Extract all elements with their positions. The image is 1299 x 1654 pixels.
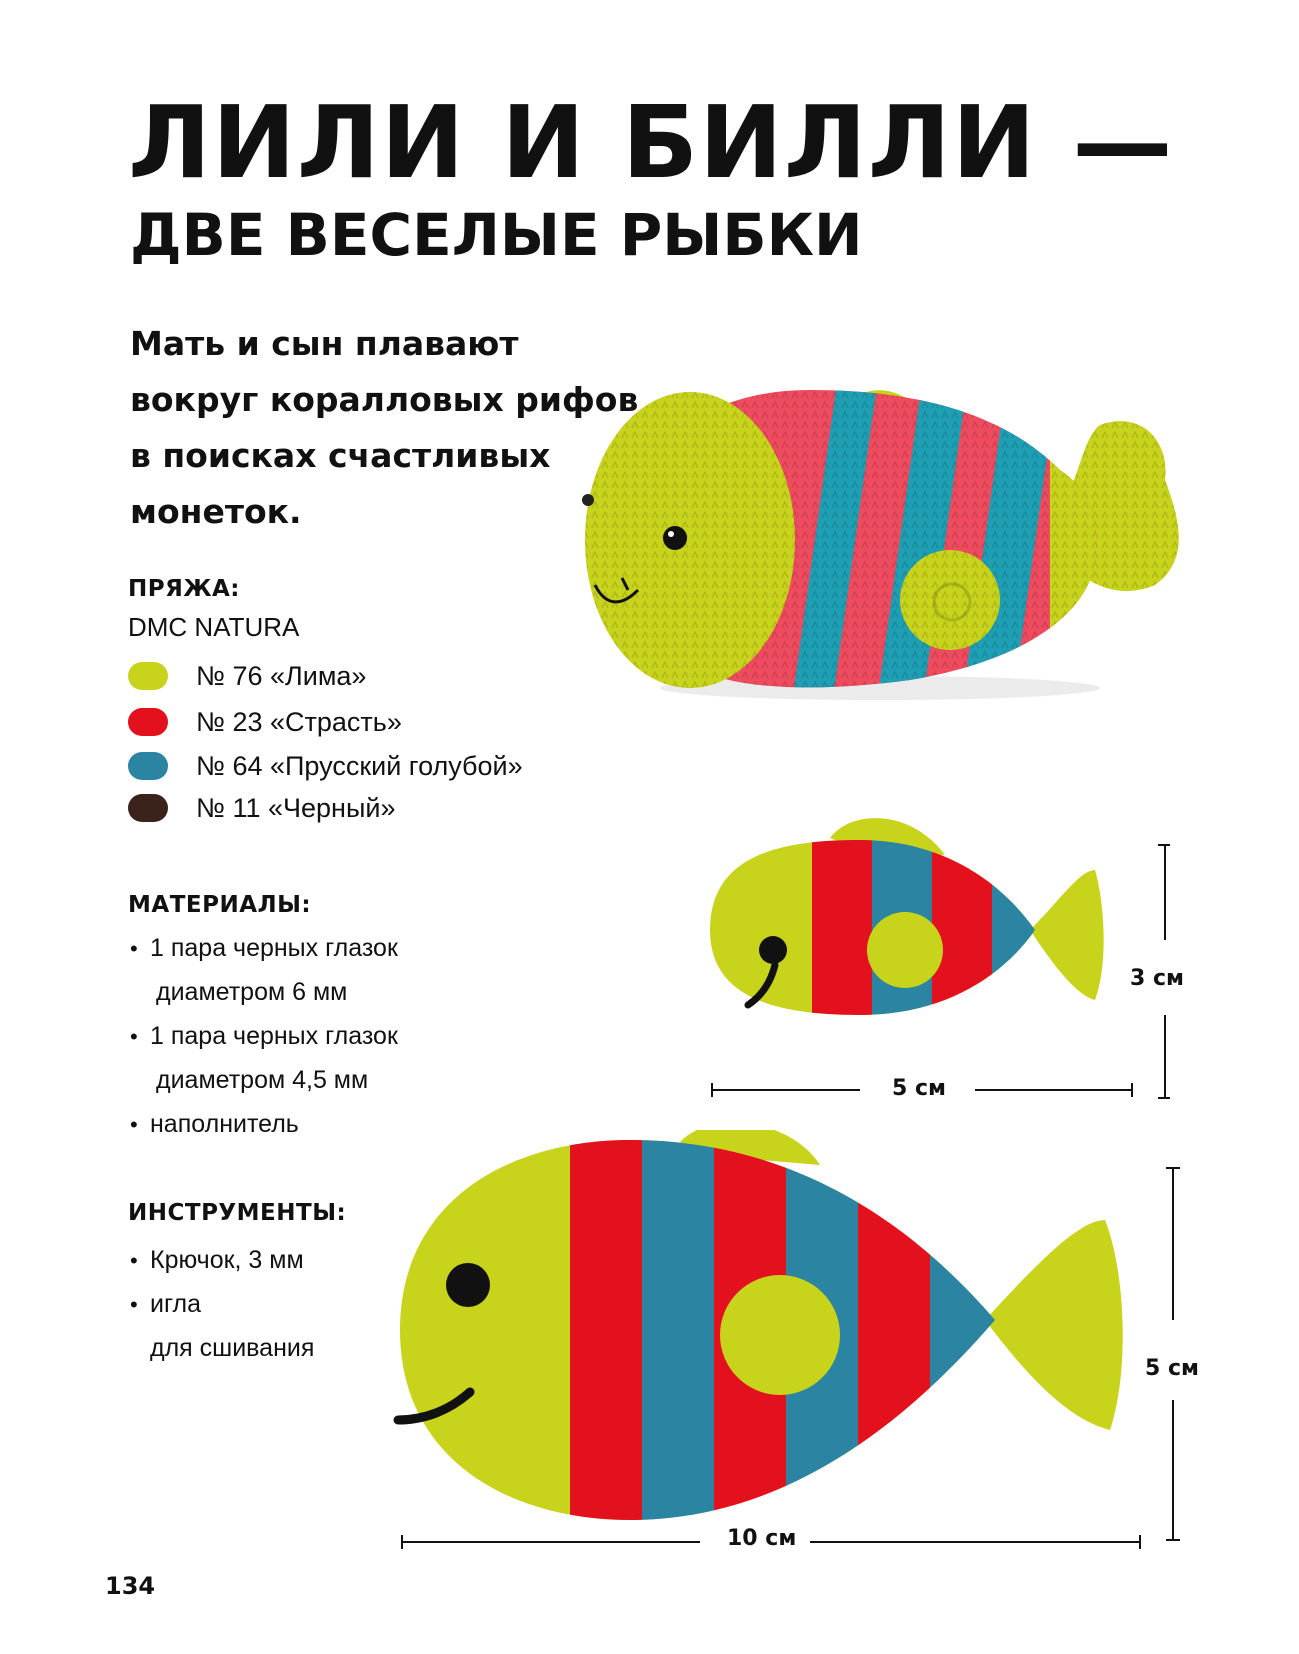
bullet-icon: •	[130, 1292, 138, 1317]
color-swatch-red	[128, 708, 168, 736]
materials-item-continued: диаметром 6 мм	[156, 978, 348, 1006]
tools-item-continued: для сшивания	[150, 1334, 315, 1362]
materials-item	[130, 1110, 299, 1139]
page-title: ЛИЛИ И БИЛЛИ —	[128, 84, 1174, 201]
crochet-fish-photo	[580, 370, 1260, 710]
large-fish-dimensions	[390, 1160, 1180, 1550]
bullet-icon: •	[130, 936, 138, 961]
color-swatch-lime	[128, 662, 168, 690]
yarn-label: № 11 «Черный»	[196, 792, 396, 823]
intro-line: в поисках счастливых	[130, 436, 551, 475]
tools-item	[130, 1290, 201, 1319]
small-fish-height-label: 3 см	[1130, 966, 1184, 991]
small-fish-dimensions	[700, 840, 1170, 1110]
materials-item-text: 1 пара черных глазок	[150, 934, 398, 962]
yarn-label: № 76 «Лима»	[196, 660, 367, 691]
yarn-item	[128, 746, 523, 786]
intro-line: Мать и сын плавают	[130, 324, 519, 363]
materials-item-continued: диаметром 4,5 мм	[156, 1066, 369, 1094]
yarn-label: № 64 «Прусский голубой»	[196, 750, 523, 781]
intro-line: вокруг коралловых рифов	[130, 380, 639, 419]
page-subtitle: ДВЕ ВЕСЕЛЫЕ РЫБКИ	[130, 201, 863, 269]
bullet-icon: •	[130, 1112, 138, 1137]
bullet-icon: •	[130, 1248, 138, 1273]
yarn-brand: DMC NATURA	[128, 612, 300, 642]
yarn-item	[128, 788, 395, 828]
tools-heading: ИНСТРУМЕНТЫ:	[128, 1200, 347, 1226]
yarn-label: № 23 «Страсть»	[196, 706, 402, 737]
page-number: 134	[105, 1572, 156, 1600]
large-fish-height-label: 5 см	[1145, 1356, 1199, 1381]
tools-item-text: игла	[150, 1290, 202, 1318]
materials-item	[130, 934, 398, 963]
large-fish-width-label: 10 см	[727, 1526, 797, 1551]
color-swatch-blue	[128, 752, 168, 780]
materials-item	[130, 1022, 398, 1051]
yarn-item	[128, 702, 402, 742]
intro-line: монеток.	[130, 492, 302, 531]
yarn-item	[128, 656, 366, 696]
bullet-icon: •	[130, 1024, 138, 1049]
color-swatch-black	[128, 794, 168, 822]
materials-item-text: наполнитель	[150, 1110, 299, 1138]
materials-item-text: 1 пара черных глазок	[150, 1022, 398, 1050]
small-fish-width-label: 5 см	[892, 1076, 946, 1101]
tools-item-text: Крючок, 3 мм	[150, 1246, 304, 1274]
tools-item	[130, 1246, 304, 1275]
yarn-heading: ПРЯЖА:	[128, 576, 240, 602]
materials-heading: МАТЕРИАЛЫ:	[128, 892, 312, 918]
